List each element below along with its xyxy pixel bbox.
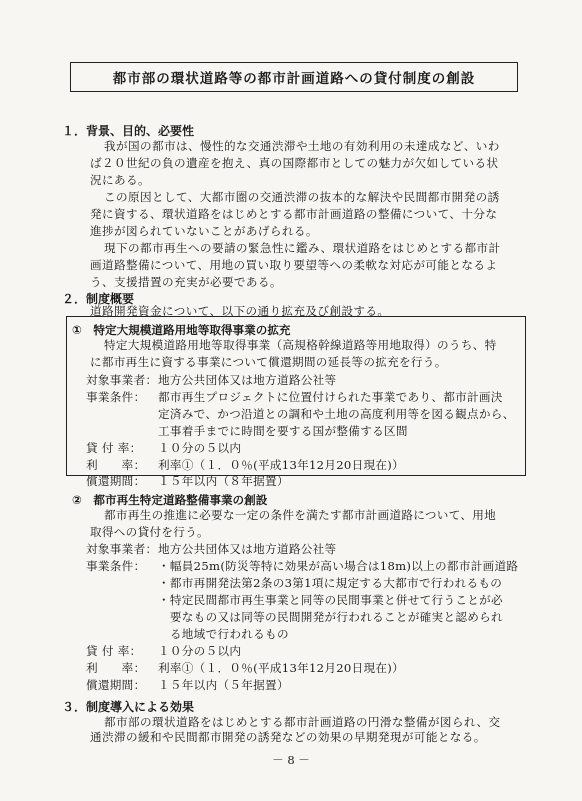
section1-line: う、支援措置の充実が必要である。: [90, 275, 282, 289]
item2-row: [86, 541, 336, 558]
row-value: 利率①（１．０％(平成13年12月20日現在)）: [158, 458, 405, 472]
section1-line: 進捗が図られていないことがあげられる。: [90, 224, 318, 238]
row-value: ・幅員25m(防災等特に効果が高い場合は18m)以上の都市計画道路: [158, 559, 519, 573]
section1-line: この原因として、大都市圏の交通渋滞の抜本的な解決や民間都市開発の誘: [104, 190, 500, 204]
section1-heading: １．背景、目的、必要性: [62, 124, 195, 138]
row-value: 地方公共団体又は地方道路公社等: [158, 542, 337, 556]
row-key: [86, 592, 158, 609]
section1-line: 況にある。: [90, 173, 150, 187]
row-value: 都市再生プロジェクトに位置付けられた事業であり、都市計画決: [158, 390, 503, 404]
row-key: [86, 406, 158, 423]
page-number: － 8 －: [272, 753, 310, 767]
row-key: 対象事業者：: [86, 373, 158, 387]
item2-row: [86, 575, 502, 592]
section2-heading: ２．制度概要: [62, 292, 135, 306]
item1-row: [86, 457, 404, 474]
row-key: [86, 423, 158, 440]
row-value: 利率①（１．０％(平成13年12月20日現在)）: [158, 661, 405, 675]
item1-row: [86, 423, 408, 440]
row-key: 利 率：: [86, 458, 146, 472]
item2-row: [86, 592, 503, 609]
row-key: 償還期間：: [86, 678, 146, 692]
item2-row: [86, 677, 289, 694]
row-key: 貸 付 率：: [86, 644, 142, 658]
row-value: １５年以内（８年据置）: [158, 474, 289, 488]
row-value: る地域で行われるもの: [158, 627, 289, 641]
item1-desc: 特定大規模道路用地等取得事業（高規格幹線道路等用地取得）のうち、特: [104, 338, 497, 352]
row-value: 定済みで、かつ沿道との調和や土地の高度利用等を図る観点から、: [158, 407, 515, 421]
row-value: ・特定民間都市再生事業と同等の民間事業と併せて行うことが必: [158, 593, 503, 607]
row-key: 事業条件：: [86, 559, 146, 573]
item2-row: [86, 558, 518, 575]
item2-row: [86, 626, 289, 643]
row-value: １０分の５以内: [158, 441, 242, 455]
section1-line: 発に資する、環状道路をはじめとする都市計画道路の整備について、十分な: [90, 207, 498, 221]
document-title: 都市部の環状道路等の都市計画道路への貸付制度の創設: [70, 62, 518, 92]
row-value: 工事着手までに時間を要する国が整備する区間: [158, 424, 408, 438]
row-key: 利 率：: [86, 661, 146, 675]
item2-row: [86, 643, 241, 660]
section1-line: 現下の都市再生への要請の緊急性に鑑み、環状道路をはじめとする都市計: [104, 241, 501, 255]
item1-row: [86, 440, 241, 457]
item2-heading: ② 都市再生特定道路整備事業の創設: [72, 493, 268, 507]
item1-desc: に都市再生に資する事業について償還期間の延長等の拡充を行う。: [90, 355, 447, 369]
item1-row: [86, 389, 503, 406]
item1-row: [86, 406, 515, 423]
row-key: [86, 575, 158, 592]
item1-row: [86, 473, 289, 490]
row-value: １５年以内（５年据置）: [158, 678, 289, 692]
item2-desc: 取得への貸付を行う。: [90, 525, 209, 539]
section1-line: 画道路整備について、用地の買い取り要望等への柔軟な対応が可能となるよ: [90, 258, 498, 272]
section1-line: ば２０世紀の負の遺産を抱え、真の国際都市としての魅力が欠如している状: [90, 156, 499, 170]
row-value: １０分の５以内: [158, 644, 242, 658]
row-key: 対象事業者：: [86, 542, 158, 556]
section1-line: 我が国の都市は、慢性的な交通渋滞や土地の有効利用の未達成など、いわ: [104, 139, 500, 153]
row-key: 償還期間：: [86, 474, 146, 488]
row-key: [86, 609, 158, 626]
section3-line: 通渋滞の緩和や民間都市開発の誘発などの効果の早期発現が可能となる。: [90, 730, 486, 744]
section2-intro: 道路開発資金について、以下の通り拡充及び創設する。: [90, 304, 390, 318]
row-key: [86, 626, 158, 643]
section3-line: 都市部の環状道路をはじめとする都市計画道路の円滑な整備が図られ、交: [104, 715, 501, 729]
section3-heading: ３．制度導入による効果: [62, 700, 195, 714]
row-value: 地方公共団体又は地方道路公社等: [158, 373, 337, 387]
row-key: 事業条件：: [86, 390, 146, 404]
item2-row: [86, 609, 503, 626]
item2-row: [86, 660, 404, 677]
row-value: 要なもの又は同等の民間開発が行われることが確実と認められ: [158, 610, 503, 624]
row-value: ・都市再開発法第2条の3第1項に規定する大都市で行われるもの: [158, 576, 503, 590]
item2-desc: 都市再生の推進に必要な一定の条件を満たす都市計画道路について、用地: [104, 508, 497, 522]
row-key: 貸 付 率：: [86, 441, 142, 455]
item1-heading: ① 特定大規模道路用地等取得事業の拡充: [72, 323, 291, 337]
item1-row: [86, 372, 336, 389]
